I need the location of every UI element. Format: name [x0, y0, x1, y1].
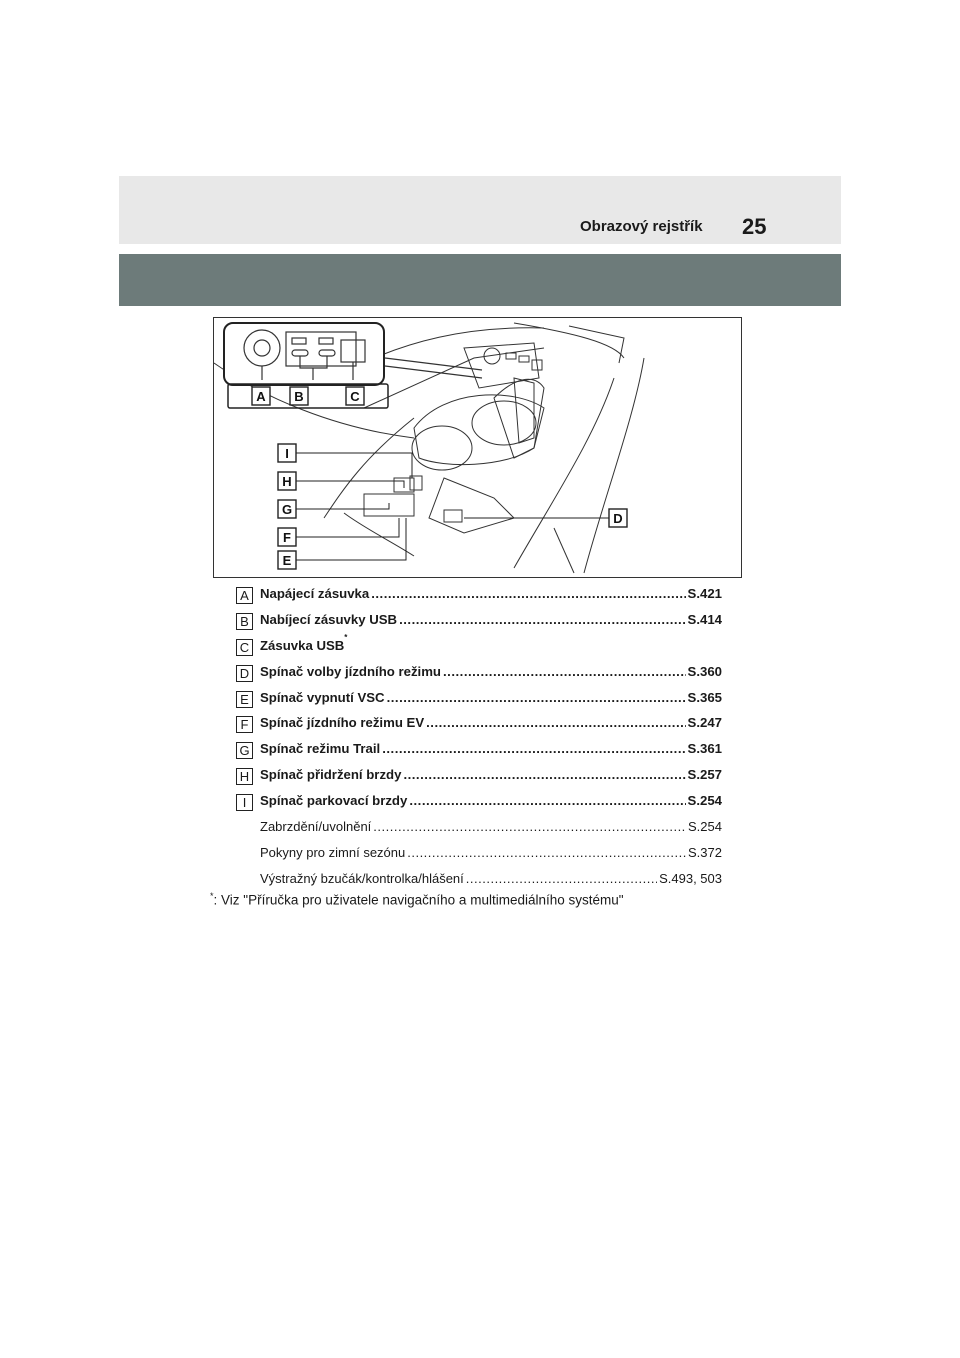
index-entry-d[interactable]: [236, 662, 722, 688]
entry-letter-c: C: [236, 639, 253, 656]
leader-e: [296, 518, 406, 560]
console-edge: [554, 528, 574, 573]
sub-entry-page-ref[interactable]: S.254: [688, 819, 722, 835]
entry-page-ref[interactable]: S.247: [687, 715, 722, 731]
sub-entry[interactable]: [236, 817, 722, 843]
entry-letter-f: F: [236, 716, 253, 733]
header-band: [119, 176, 841, 244]
console-edge: [324, 418, 414, 518]
entry-letter-e: E: [236, 691, 253, 708]
footnote-asterisk: *: [210, 891, 214, 901]
callout-label-g: G: [281, 502, 293, 517]
index-entries: [236, 584, 722, 895]
entry-label: Napájecí zásuvka: [260, 586, 370, 601]
callout-label-e: E: [282, 553, 292, 568]
entry-label: Spínač režimu Trail: [260, 741, 381, 757]
leader-i: [296, 453, 412, 478]
entry-label: Spínač přidržení brzdy: [260, 767, 402, 783]
callout-label-f: F: [283, 530, 291, 545]
callout-label-b: B: [294, 389, 304, 404]
entry-page-ref[interactable]: S.421: [687, 586, 722, 601]
cup-ring: [472, 401, 536, 445]
entry-page-ref[interactable]: S.365: [687, 689, 722, 705]
index-entry-i[interactable]: [236, 791, 722, 817]
index-entry-g[interactable]: [236, 739, 722, 765]
sub-entry-label: Zabrzdění/uvolnění: [260, 819, 372, 835]
entry-page-ref[interactable]: S.254: [687, 793, 722, 809]
footnote-marker: *: [344, 632, 348, 642]
footnote-text: : Viz "Příručka pro uživatele navigačního a multimediálního systému": [213, 892, 624, 908]
entry-label: Spínač parkovací brzdy: [260, 793, 408, 809]
entry-page-ref[interactable]: S.257: [687, 767, 722, 783]
console-edge: [514, 378, 614, 568]
cup-holder: [414, 395, 544, 465]
entry-page-ref[interactable]: S.361: [687, 741, 722, 757]
shifter: [494, 379, 544, 458]
sub-entry-label: Výstražný bzučák/kontrolka/hlášení: [260, 870, 464, 886]
index-entry-f[interactable]: [236, 713, 722, 739]
leader-f: [296, 518, 399, 537]
index-entry-a[interactable]: [236, 584, 722, 610]
leader-g: [296, 503, 389, 509]
page-number: 25: [742, 214, 767, 239]
switch-panel: [429, 478, 514, 533]
entry-label: Spínač vypnutí VSC: [260, 689, 385, 705]
entry-letter-a: A: [236, 587, 253, 604]
drive-mode-dial: [444, 510, 462, 522]
sub-entry-page-ref[interactable]: S.372: [688, 844, 722, 860]
callout-label-i: I: [285, 446, 289, 461]
index-entry-h[interactable]: [236, 765, 722, 791]
callout-ab-c-group: [228, 384, 388, 408]
entry-letter-d: D: [236, 665, 253, 682]
dash-line: [364, 348, 544, 408]
console-drawing: [214, 318, 741, 577]
entry-label: Spínač jízdního režimu EV: [260, 715, 425, 731]
entry-page-ref[interactable]: S.360: [687, 663, 722, 679]
section-bar: [119, 254, 841, 306]
entry-label: Nabíjecí zásuvky USB: [260, 611, 398, 627]
sub-entry-label: Pokyny pro zimní sezónu: [260, 844, 406, 860]
callout-label-c: C: [350, 389, 360, 404]
sub-entry[interactable]: [236, 843, 722, 869]
entry-letter-i: I: [236, 794, 253, 811]
page-title: Obrazový rejstřík: [580, 218, 703, 235]
entry-label: Spínač volby jízdního režimu: [260, 663, 441, 679]
console-edge: [584, 358, 644, 573]
console-edge: [344, 513, 414, 556]
index-entry-c[interactable]: [236, 632, 722, 662]
entry-letter-b: B: [236, 613, 253, 630]
dash-edge: [569, 326, 624, 363]
entry-label: Zásuvka USB: [260, 637, 345, 653]
callout-label-h: H: [282, 474, 292, 489]
index-entry-e[interactable]: [236, 688, 722, 714]
usb-c-port: [519, 356, 529, 362]
entry-page-ref[interactable]: S.414: [687, 611, 722, 627]
callout-label-d: D: [613, 511, 623, 526]
entry-letter-h: H: [236, 768, 253, 785]
footnote: [210, 891, 624, 908]
usb-c-port: [506, 353, 516, 359]
index-entry-b[interactable]: [236, 610, 722, 636]
sub-entry-page-ref[interactable]: S.493, 503: [659, 870, 722, 886]
entry-letter-g: G: [236, 742, 253, 759]
callout-label-a: A: [256, 389, 266, 404]
center-console-illustration: [213, 317, 742, 578]
